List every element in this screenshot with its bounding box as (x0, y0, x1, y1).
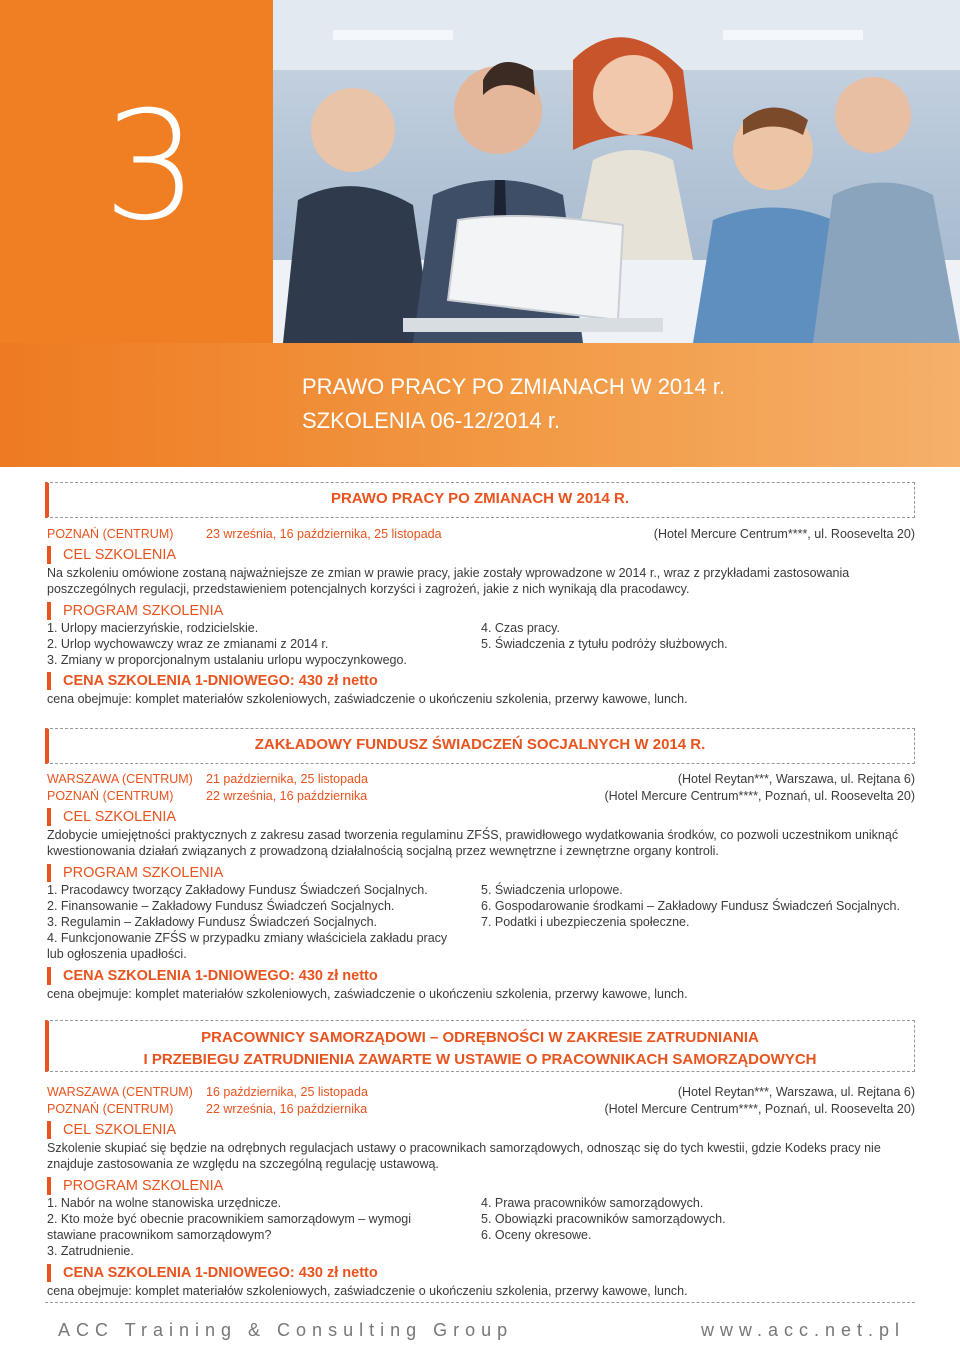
location-city: POZNAŃ (47, 527, 100, 541)
program-item: 6. Gospodarowanie środkami – Zakładowy Fundusz Świadczeń Socjalnych. (481, 899, 900, 913)
section-3-location-row-2 (47, 1101, 173, 1117)
section-3-venue-2: (Hotel Mercure Centrum****, Poznań, ul. Roosevelta 20) (604, 1102, 915, 1116)
section-2-price: CENA SZKOLENIA 1-DNIOWEGO: 430 zł netto (47, 967, 378, 985)
footer-divider (45, 1302, 915, 1303)
program-item: 7. Podatki i ubezpieczenia społeczne. (481, 915, 690, 929)
location-district: (CENTRUM) (122, 1085, 193, 1099)
section-3-title-line1: PRACOWNICY SAMORZĄDOWI – ODRĘBNOŚCI W ZAKRESIE ZATRUDNIANIA (201, 1029, 759, 1046)
program-item: 4. Funkcjonowanie ZFŚS w przypadku zmiany właściciela zakładu pracy lub ogłoszenia upadłości. (47, 931, 448, 961)
section-1-goal-heading: CEL SZKOLENIA (47, 546, 176, 564)
program-item: 2. Kto może być obecnie pracownikiem samorządowym – wymogi stawiane pracownikom samorządowym? (47, 1212, 412, 1242)
section-2-venue-1: (Hotel Reytan***, Warszawa, ul. Rejtana 6) (677, 772, 915, 786)
section-1-venue: (Hotel Mercure Centrum****, ul. Roosevelta 20) (653, 527, 915, 541)
section-2-goal-text: Zdobycie umiejętności praktycznych z zakresu zasad tworzenia regulaminu ZFŚS, prawidłowego wydatkowania środków, co pozwoli uczestnikom uniknąć kwestionowania działań związanych z prowadzoną działalnością socjalną przez wewnętrzne i zewnętrzne organy kontroli. (47, 828, 899, 858)
section-3-goal-text: Szkolenie skupiać się będzie na odrębnych regulacjach ustawy o pracownikach samorządowych, odnosząc się do tych kwestii, gdzie Kodeks pracy nie znajduje zastosowania ze względu na szczególną regulację ustawową. (47, 1141, 881, 1171)
location-city: WARSZAWA (47, 1085, 119, 1099)
section-2-goal-heading: CEL SZKOLENIA (47, 808, 176, 826)
section-1-price-note: cena obejmuje: komplet materiałów szkoleniowych, zaświadczenie o ukończeniu szkolenia, przerwy kawowe, lunch. (47, 692, 688, 706)
issue-number: 3 (103, 80, 195, 254)
section-3-price: CENA SZKOLENIA 1-DNIOWEGO: 430 zł netto (47, 1264, 378, 1282)
section-3-title (45, 1027, 915, 1071)
section-2-program-left (47, 882, 467, 962)
section-1-title: PRAWO PRACY PO ZMIANACH W 2014 R. (330, 490, 630, 507)
location-city: WARSZAWA (47, 772, 119, 786)
section-3-venue-1: (Hotel Reytan***, Warszawa, ul. Rejtana 6) (677, 1085, 915, 1099)
program-item: 1. Nabór na wolne stanowiska urzędnicze. (47, 1196, 282, 1210)
location-district: (CENTRUM) (102, 789, 174, 803)
section-2-dates-1: 21 października, 25 listopada (206, 772, 368, 786)
program-item: 1. Urlopy macierzyńskie, rodzicielskie. (47, 621, 259, 635)
program-item: 3. Regulamin – Zakładowy Fundusz Świadczeń Socjalnych. (47, 915, 378, 929)
main-title-line2: SZKOLENIA 06-12/2014 r. (302, 408, 561, 433)
section-1-dates: 23 września, 16 października, 25 listopada (206, 527, 442, 541)
section-3-goal-heading: CEL SZKOLENIA (47, 1121, 176, 1139)
location-city: POZNAŃ (47, 1102, 100, 1116)
program-item: 3. Zatrudnienie. (47, 1244, 134, 1258)
footer-website-link[interactable]: www.acc.net.pl (700, 1320, 905, 1340)
location-district: (CENTRUM) (102, 527, 174, 541)
program-item: 1. Pracodawcy tworzący Zakładowy Fundusz Świadczeń Socjalnych. (47, 883, 428, 897)
section-2-venue-2: (Hotel Mercure Centrum****, Poznań, ul. Roosevelta 20) (604, 789, 915, 803)
section-2-program-heading: PROGRAM SZKOLENIA (47, 864, 223, 882)
main-title-line1: PRAWO PRACY PO ZMIANACH W 2014 r. (302, 374, 725, 399)
program-item: 2. Finansowanie – Zakładowy Fundusz Świadczeń Socjalnych. (47, 899, 395, 913)
section-1-location-row (47, 526, 173, 542)
program-item: 5. Świadczenia urlopowe. (481, 883, 623, 897)
section-3-program-heading: PROGRAM SZKOLENIA (47, 1177, 223, 1195)
section-2-title: ZAKŁADOWY FUNDUSZ ŚWIADCZEŃ SOCJALNYCH W 2014 R. (254, 736, 706, 753)
footer-company: ACC Training & Consulting Group (58, 1320, 514, 1340)
program-item: 5. Obowiązki pracowników samorządowych. (481, 1212, 726, 1226)
header-photo (273, 0, 960, 343)
section-3-dates-2: 22 września, 16 października (206, 1102, 368, 1116)
location-district: (CENTRUM) (122, 772, 193, 786)
section-1-program-heading: PROGRAM SZKOLENIA (47, 602, 223, 620)
section-3-program-right (481, 1195, 726, 1243)
main-title (302, 370, 725, 438)
section-1-program-right (481, 620, 728, 652)
program-item: 3. Zmiany w proporcjonalnym ustalaniu urlopu wypoczynkowego. (47, 653, 407, 667)
program-item: 4. Czas pracy. (481, 621, 560, 635)
section-3-dates-1: 16 października, 25 listopada (206, 1085, 368, 1099)
section-3-location-row-1 (47, 1084, 193, 1100)
program-item: 2. Urlop wychowawczy wraz ze zmianami z 2014 r. (47, 637, 329, 651)
section-2-dates-2: 22 września, 16 października (206, 789, 368, 803)
section-3-price-note: cena obejmuje: komplet materiałów szkoleniowych, zaświadczenie o ukończeniu szkolenia, przerwy kawowe, lunch. (47, 1284, 688, 1298)
program-item: 4. Prawa pracowników samorządowych. (481, 1196, 704, 1210)
section-2-price-note: cena obejmuje: komplet materiałów szkoleniowych, zaświadczenie o ukończeniu szkolenia, przerwy kawowe, lunch. (47, 987, 688, 1001)
location-city: POZNAŃ (47, 789, 100, 803)
section-1-goal-text: Na szkoleniu omówione zostaną najważniejsze ze zmian w prawie pracy, jakie zostały wprowadzone w 2014 r., wraz z przykładami zastosowania poszczególnych regulacji, przedstawieniem potencjalnych korzyści i zagrożeń, jakie z nich wynikają dla pracodawcy. (47, 566, 850, 596)
section-2-location-row-2 (47, 788, 173, 804)
location-district: (CENTRUM) (102, 1102, 174, 1116)
program-item: 5. Świadczenia z tytułu podróży służbowych. (481, 637, 728, 651)
program-item: 6. Oceny okresowe. (481, 1228, 592, 1242)
section-3-program-left (47, 1195, 447, 1259)
people-at-laptop-image (273, 0, 960, 343)
section-1-price: CENA SZKOLENIA 1-DNIOWEGO: 430 zł netto (47, 672, 378, 690)
section-2-location-row-1 (47, 771, 193, 787)
section-1-program-left (47, 620, 467, 668)
section-3-title-line2: I PRZEBIEGU ZATRUDNIENIA ZAWARTE W USTAWIE O PRACOWNIKACH SAMORZĄDOWYCH (143, 1051, 817, 1068)
section-2-program-right (481, 882, 900, 930)
